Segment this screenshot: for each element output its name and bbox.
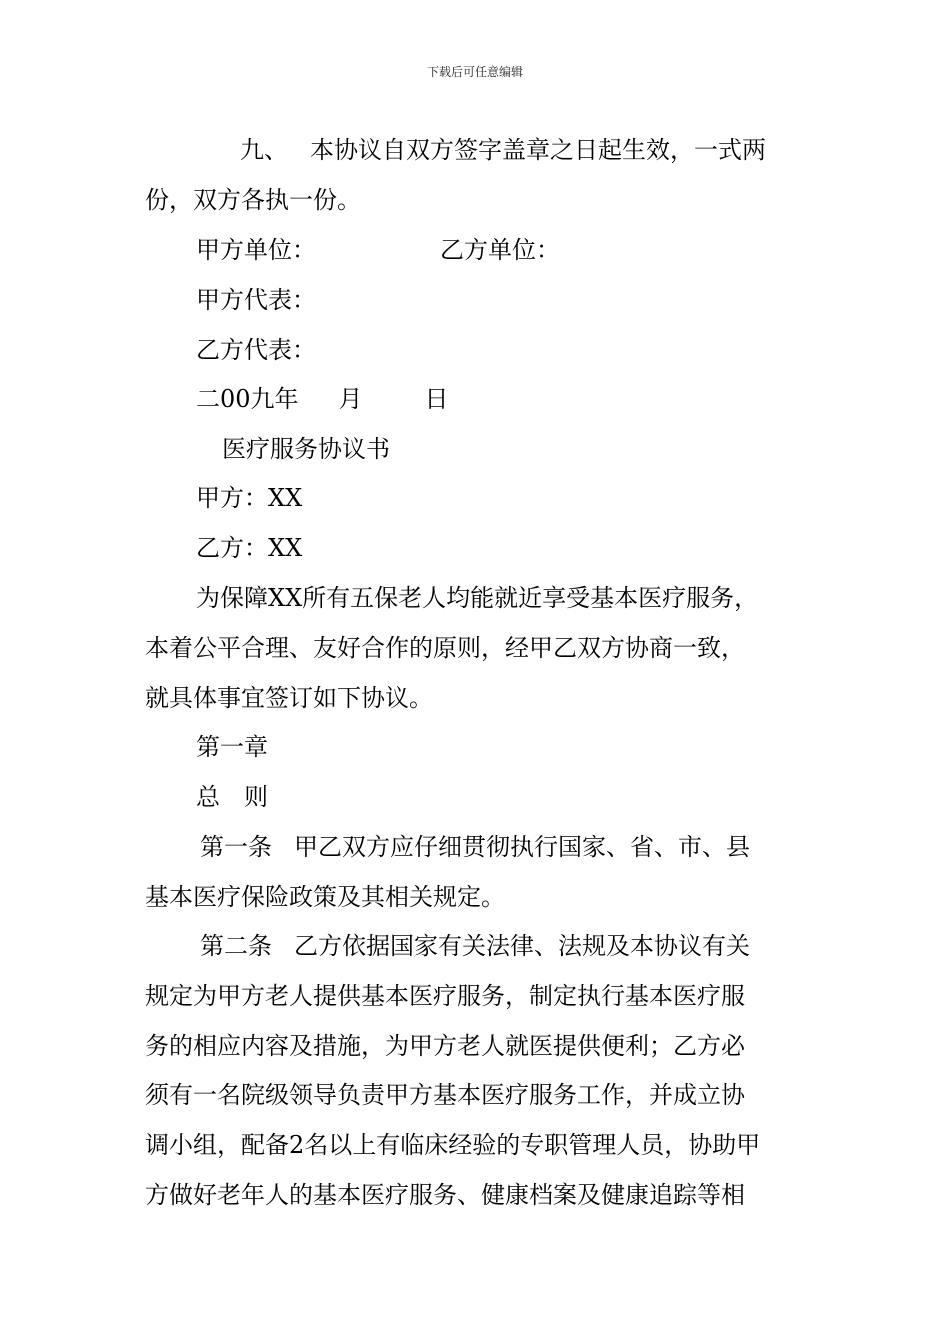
date-month: 月 <box>338 385 363 413</box>
date-day: 日 <box>424 385 449 413</box>
agreement-title: 医疗服务协议书 <box>222 435 390 463</box>
clause-9-line-1 <box>240 135 766 165</box>
article-1-line-2: 基本医疗保险政策及其相关规定。 <box>145 883 505 911</box>
date-year: 二00九年 <box>196 385 299 413</box>
preamble-line-2: 本着公平合理、友好合作的原则，经甲乙双方协商一致， <box>145 634 745 662</box>
chapter-1-heading: 总 则 <box>196 783 268 811</box>
party-a-unit-label: 甲方单位： <box>196 236 316 264</box>
clause-9-number: 九、 <box>240 136 288 164</box>
clause-9-text: 本协议自双方签字盖章之日起生效，一式两 <box>310 136 766 164</box>
article-2-line-2: 规定为甲方老人提供基本医疗服务，制定执行基本医疗服 <box>145 982 745 1010</box>
article-2-label: 第二条 <box>200 932 272 960</box>
article-2-line-3: 务的相应内容及措施，为甲方老人就医提供便利；乙方必 <box>145 1032 745 1060</box>
clause-9-line-2: 份，双方各执一份。 <box>145 186 361 214</box>
article-2-line-6: 方做好老年人的基本医疗服务、健康档案及健康追踪等相 <box>145 1181 745 1209</box>
signing-date <box>196 384 449 414</box>
article-1-label: 第一条 <box>200 833 272 861</box>
article-2-line-1 <box>200 931 750 961</box>
party-b-unit-label: 乙方单位： <box>440 236 560 264</box>
party-b: 乙方：XX <box>196 534 303 562</box>
party-a: 甲方：XX <box>196 484 303 512</box>
article-2-line-5: 调小组，配备2名以上有临床经验的专职管理人员，协助甲 <box>145 1131 761 1159</box>
article-1-line-1 <box>200 832 750 862</box>
preamble-line-1: 为保障XX所有五保老人均能就近享受基本医疗服务， <box>196 584 759 612</box>
article-2-line-4: 须有一名院级领导负责甲方基本医疗服务工作，并成立协 <box>145 1081 745 1109</box>
preamble-line-3: 就具体事宜签订如下协议。 <box>145 684 433 712</box>
article-1-text: 甲乙双方应仔细贯彻执行国家、省、市、县 <box>294 833 750 861</box>
party-a-rep-label: 甲方代表： <box>196 286 316 314</box>
page-header-note: 下载后可任意编辑 <box>426 65 523 79</box>
chapter-1-title: 第一章 <box>196 733 268 761</box>
article-2-text: 乙方依据国家有关法律、法规及本协议有关 <box>294 932 750 960</box>
party-b-rep-label: 乙方代表： <box>196 336 316 364</box>
